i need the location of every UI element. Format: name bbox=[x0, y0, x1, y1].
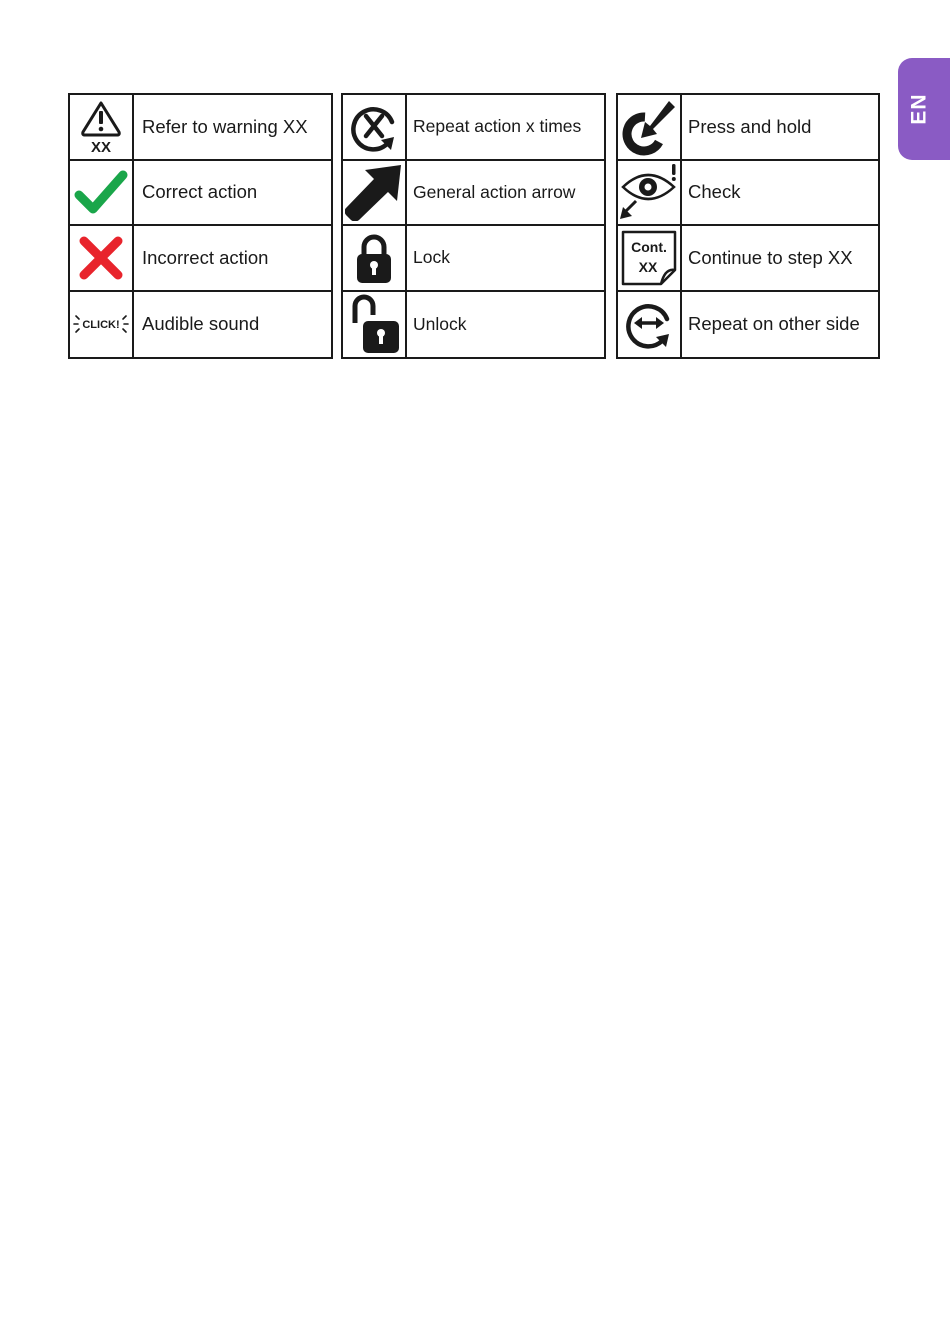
press-and-hold-icon bbox=[618, 95, 682, 159]
repeat-other-side-icon bbox=[618, 292, 682, 358]
legend-row bbox=[343, 292, 604, 358]
eye-check-icon bbox=[618, 161, 682, 225]
legend-label: Unlock bbox=[413, 313, 467, 334]
xx-icon-text: XX bbox=[638, 258, 658, 275]
lock-icon bbox=[343, 226, 407, 290]
click-sound-icon bbox=[70, 292, 134, 358]
cont-icon-text: Cont. bbox=[631, 238, 667, 255]
unlock-icon bbox=[343, 292, 407, 358]
continue-note-icon bbox=[618, 226, 682, 290]
repeat-x-times-icon bbox=[343, 95, 407, 159]
legend-label: Audible sound bbox=[142, 313, 260, 335]
cross-icon bbox=[70, 226, 134, 290]
legend-label: Repeat action x times bbox=[413, 116, 582, 137]
legend-row bbox=[70, 161, 331, 227]
legend-label: Incorrect action bbox=[142, 246, 269, 268]
legend-label: Correct action bbox=[142, 181, 258, 203]
legend-row bbox=[70, 292, 331, 358]
symbol-legend-table-1 bbox=[68, 93, 333, 359]
legend-row bbox=[70, 226, 331, 292]
legend-row bbox=[343, 161, 604, 227]
warning-icon bbox=[70, 95, 134, 159]
legend-row bbox=[618, 95, 878, 161]
checkmark-icon bbox=[70, 161, 134, 225]
symbol-legend-table-3 bbox=[616, 93, 880, 359]
legend-label: Press and hold bbox=[688, 115, 812, 137]
legend-row bbox=[618, 292, 878, 358]
legend-label: General action arrow bbox=[413, 181, 576, 202]
legend-row bbox=[343, 95, 604, 161]
legend-row bbox=[70, 95, 331, 161]
warning-icon-text: XX bbox=[90, 138, 112, 155]
click-icon-text: CLICK! bbox=[82, 319, 120, 332]
legend-row bbox=[618, 161, 878, 227]
symbol-legend-table-2 bbox=[341, 93, 606, 359]
legend-label: Refer to warning XX bbox=[142, 115, 308, 137]
language-label: EN bbox=[908, 93, 931, 125]
language-tab bbox=[898, 58, 950, 160]
legend-label: Continue to step XX bbox=[688, 246, 853, 268]
legend-row bbox=[618, 226, 878, 292]
legend-label: Check bbox=[688, 181, 741, 203]
legend-label: Lock bbox=[413, 247, 450, 268]
legend-row bbox=[343, 226, 604, 292]
legend-label: Repeat on other side bbox=[688, 313, 860, 335]
action-arrow-icon bbox=[343, 161, 407, 225]
